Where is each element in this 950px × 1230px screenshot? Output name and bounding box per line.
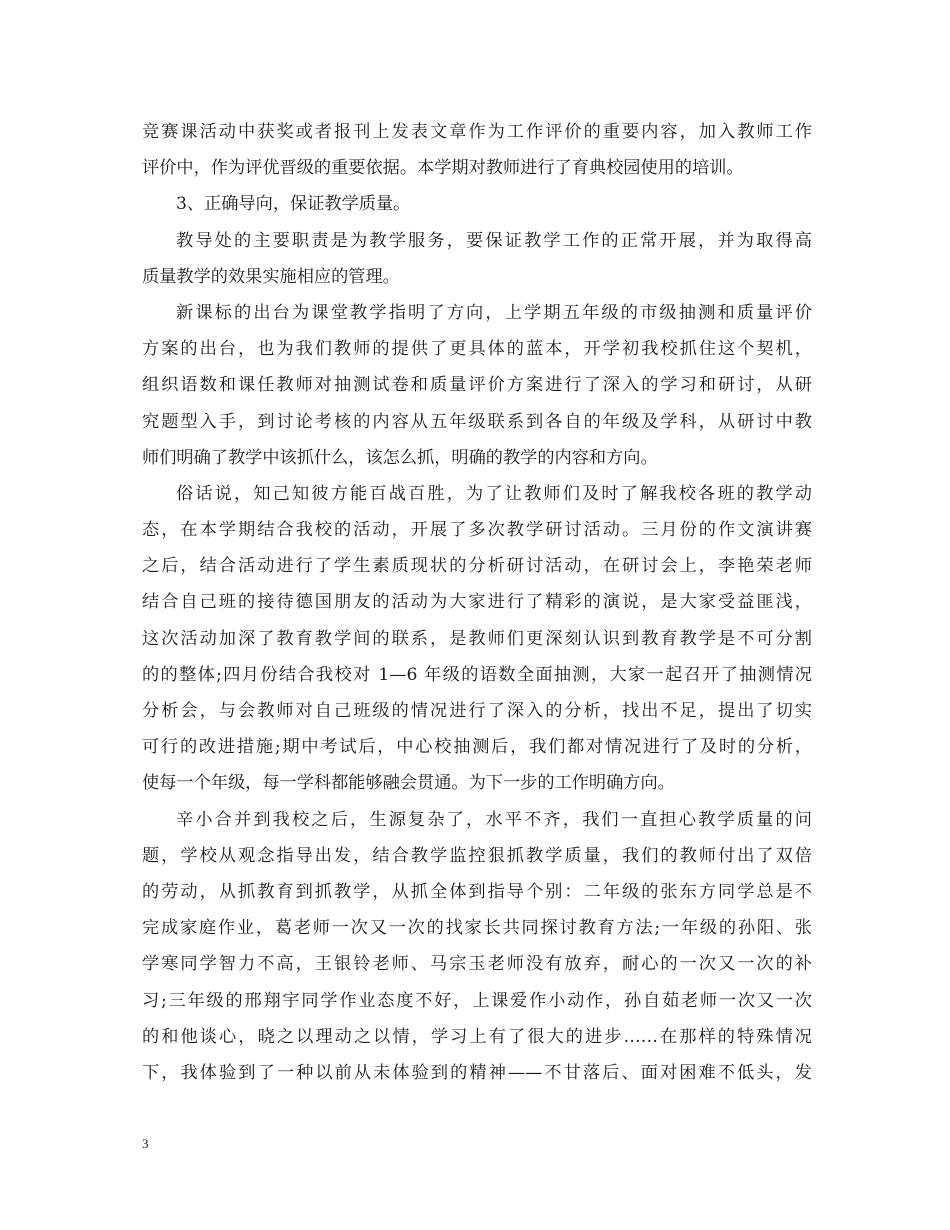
text-line: 组织语数和课任教师对抽测试卷和质量评价方案进行了深入的学习和研讨，从研 [142, 375, 812, 396]
text-line: 可行的改进措施;期中考试后，中心校抽测后，我们都对情况进行了及时的分析， [142, 737, 812, 758]
text-line: 的和他谈心，晓之以理动之以情，学习上有了很大的进步……在那样的特殊情况 [142, 1026, 812, 1047]
text-line: 习;三年级的邢翔宇同学作业态度不好，上课爱作小动作，孙自茹老师一次又一次 [142, 990, 812, 1011]
text-line: 题，学校从观念指导出发，结合教学监控狠抓教学质量，我们的教师付出了双倍 [142, 845, 812, 866]
document-body [142, 114, 812, 1091]
text-line: 俗话说，知己知彼方能百战百胜，为了让教师们及时了解我校各班的教学动 [176, 483, 812, 504]
text-line: 新课标的出台为课堂教学指明了方向，上学期五年级的市级抽测和质量评价 [176, 302, 812, 323]
text-line: 评价中，作为评优晋级的重要依据。本学期对教师进行了育典校园使用的培训。 [142, 158, 744, 179]
text-line: 究题型入手，到讨论考核的内容从五年级联系到各自的年级及学科，从研讨中教 [142, 411, 812, 432]
text-line: 3、正确导向，保证教学质量。 [176, 194, 411, 215]
text-line: 学寒同学智力不高，王银铃老师、马宗玉老师没有放弃，耐心的一次又一次的补 [142, 954, 812, 975]
text-line: 使每一个年级，每一学科都能够融会贯通。为下一步的工作明确方向。 [142, 773, 675, 794]
text-line: 竞赛课活动中获奖或者报刊上发表文章作为工作评价的重要内容，加入教师工作 [142, 122, 812, 142]
text-line: 之后，结合活动进行了学生素质现状的分析研讨活动，在研讨会上，李艳荣老师 [142, 556, 812, 577]
text-line: 这次活动加深了教育教学间的联系，是教师们更深刻认识到教育教学是不可分割 [142, 628, 812, 649]
text-line: 分析会，与会教师对自己班级的情况进行了深入的分析，找出不足，提出了切实 [142, 701, 812, 721]
text-line: 师们明确了教学中该抓什么，该怎么抓，明确的教学的内容和方向。 [142, 447, 658, 468]
text-line: 的的整体;四月份结合我校对 1—6 年级的语数全面抽测，大家一起召开了抽测情况 [142, 664, 812, 685]
text-line: 辛小合并到我校之后，生源复杂了，水平不齐，我们一直担心教学质量的问 [176, 809, 812, 830]
text-line: 结合自己班的接待德国朋友的活动为大家进行了精彩的演说，是大家受益匪浅， [142, 592, 812, 613]
text-line: 态，在本学期结合我校的活动，开展了多次教学研讨活动。三月份的作文演讲赛 [142, 520, 812, 541]
text-line: 下，我体验到了一种以前从未体验到的精神——不甘落后、面对困难不低头，发 [142, 1062, 812, 1083]
page-number: 3 [142, 1136, 149, 1151]
text-line: 教导处的主要职责是为教学服务，要保证教学工作的正常开展，并为取得高 [176, 230, 812, 251]
text-line: 的劳动，从抓教育到抓教学，从抓全体到指导个别：二年级的张东方同学总是不 [142, 881, 812, 902]
text-line: 完成家庭作业，葛老师一次又一次的找家长共同探讨教育方法;一年级的孙阳、张 [142, 918, 812, 939]
text-line: 质量教学的效果实施相应的管理。 [142, 266, 400, 287]
text-line: 方案的出台，也为我们教师的提供了更具体的蓝本，开学初我校抓住这个契机， [142, 339, 812, 360]
